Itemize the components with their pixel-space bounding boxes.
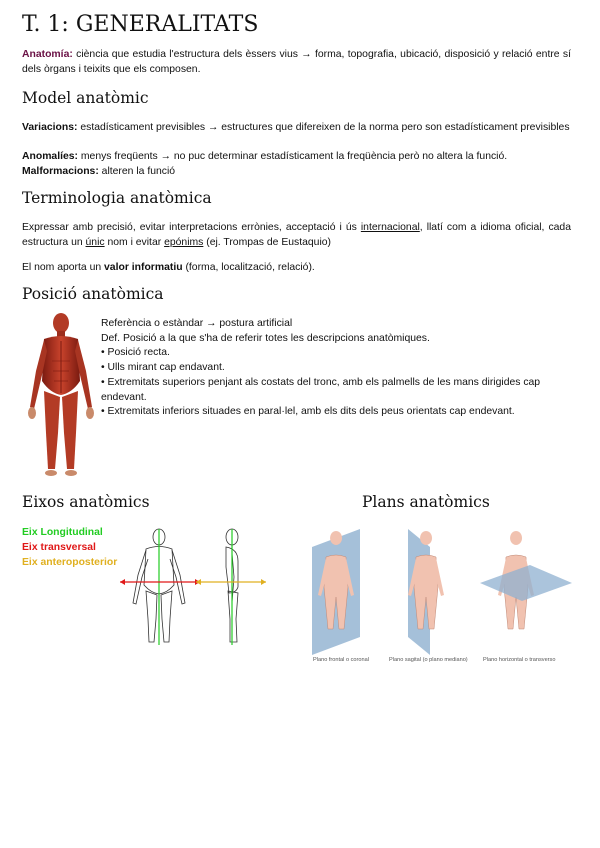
posicio-line: • Posició recta. bbox=[101, 347, 170, 359]
text-span: Expressar amb precisió, evitar interpretacions errònies, acceptació i ús bbox=[22, 222, 361, 233]
model-heading: Model anatòmic bbox=[22, 89, 149, 107]
caption-sagital: Plano sagital (o plano mediano) bbox=[389, 657, 468, 663]
sagittal-plane-figure bbox=[408, 529, 444, 655]
underlined-internacional: internacional bbox=[360, 222, 420, 233]
planes-illustration bbox=[308, 525, 574, 657]
plans-heading: Plans anatòmics bbox=[362, 493, 490, 511]
caption-transverso: Plano horizontal o transverso bbox=[483, 657, 556, 663]
intro-text: ciència que estudia l'estructura dels èssers vius → forma, topografia, ubicació, disposició y relació entre sí dels òrgans i teixits que els composen. bbox=[22, 49, 571, 75]
text-span: , llatí com a idioma oficial, cada estructura un bbox=[22, 222, 571, 248]
underlined-unic: únic bbox=[85, 237, 105, 248]
posicio-line: Def. Posició a la que s'ha de referir totes les descripcions anatòmiques. bbox=[101, 332, 430, 344]
posicio-line: Referència o estàndar → postura artificial bbox=[101, 318, 293, 329]
caption-frontal: Plano frontal o coronal bbox=[313, 657, 369, 663]
text-span: nom i evitar bbox=[104, 237, 165, 248]
axes-side-figure bbox=[196, 527, 266, 647]
terminologia-paragraph bbox=[22, 220, 571, 250]
intro-paragraph bbox=[22, 47, 571, 77]
page-title: T. 1: GENERALITATS bbox=[22, 12, 259, 37]
posicio-line: • Ulls mirant cap endavant. bbox=[101, 362, 225, 374]
intro-term: Anatomía: bbox=[22, 49, 73, 60]
malformacions-paragraph bbox=[22, 164, 571, 179]
anomalies-text: menys freqüents → no puc determinar estadísticament la freqüència però no altera la funció. bbox=[78, 151, 508, 162]
variacions-paragraph bbox=[22, 120, 571, 135]
malformacions-text: alteren la funció bbox=[98, 166, 176, 177]
label-eix-anteroposterior: Eix anteroposterior bbox=[22, 557, 118, 568]
valor-paragraph bbox=[22, 260, 571, 275]
axes-front-figure bbox=[120, 527, 200, 647]
underlined-eponims: epónims bbox=[164, 237, 204, 248]
anomalies-term: Anomalíes: bbox=[22, 151, 79, 162]
valor-informatiu: valor informatiu bbox=[104, 262, 183, 273]
posicio-line: • Extremitats superiors penjant als costats del tronc, amb els palmells de les mans dirigides cap endevant. bbox=[101, 376, 541, 403]
text-span: El nom aporta un bbox=[22, 262, 105, 273]
terminologia-heading: Terminologia anatòmica bbox=[22, 189, 212, 207]
posicio-line: • Extremitats inferiors situades en paral·lel, amb els dits dels peus orientats cap endevant. bbox=[101, 406, 515, 418]
text-span: (ej. Trompas de Eustaquio) bbox=[203, 237, 331, 248]
posicio-text bbox=[101, 317, 573, 420]
variacions-term: Variacions: bbox=[22, 122, 78, 133]
muscle-figure-image bbox=[22, 311, 100, 477]
malformacions-term: Malformacions: bbox=[22, 166, 99, 177]
posicio-heading: Posició anatòmica bbox=[22, 285, 164, 303]
eixos-heading: Eixos anatòmics bbox=[22, 493, 150, 511]
text-span: (forma, localització, relació). bbox=[182, 262, 315, 273]
frontal-plane-figure bbox=[312, 529, 360, 655]
transverse-plane-figure bbox=[480, 531, 572, 629]
label-eix-longitudinal: Eix Longitudinal bbox=[22, 527, 103, 538]
variacions-text: estadísticament previsibles → estructures que difereixen de la norma pero son estadísticament previsibles bbox=[77, 122, 570, 133]
anomalies-paragraph bbox=[22, 149, 582, 164]
label-eix-transversal: Eix transversal bbox=[22, 542, 96, 553]
